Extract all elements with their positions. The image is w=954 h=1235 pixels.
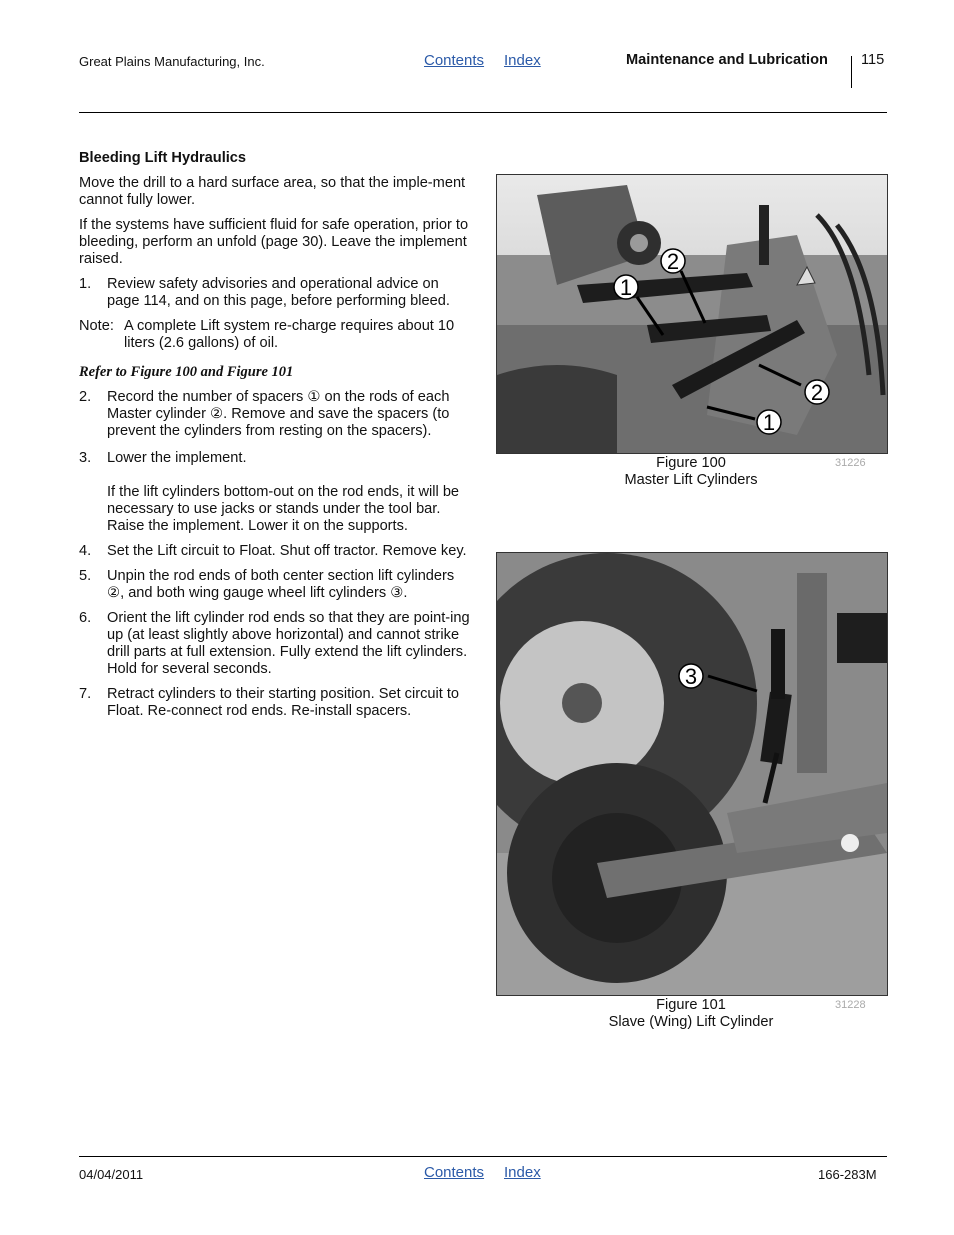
image-number: 31228: [835, 999, 866, 1011]
instructions-column: [79, 150, 471, 728]
step-number: 4.: [79, 543, 92, 559]
figure-101-caption: [560, 997, 822, 1031]
paragraph: If the systems have sufficient fluid for safe operation, prior to bleeding, perform an unfold (page 30). Leave the implement raised.: [79, 217, 469, 267]
list-item: [79, 389, 471, 440]
footer-rule: [79, 1156, 887, 1157]
list-item: [79, 686, 471, 720]
contents-link[interactable]: Contents: [424, 52, 485, 69]
callout-label: 2: [810, 380, 824, 405]
image-number: 31226: [835, 457, 866, 469]
step-number: 7.: [79, 686, 92, 702]
figure-title: Slave (Wing) Lift Cylinder: [608, 1014, 774, 1030]
step-text: Review safety advisories and operational advice on page 114, and on this page, before performing bleed.: [107, 276, 450, 309]
list-item: [79, 610, 471, 678]
step-text: Retract cylinders to their starting position. Set circuit to Float. Re-connect rod ends. Re-install spacers.: [107, 686, 460, 719]
list-item: [79, 568, 471, 602]
note: [79, 318, 471, 352]
callout-label: 1: [762, 410, 776, 435]
header-divider: [851, 56, 852, 88]
note-text: A complete Lift system re-charge requires about 10 liters (2.6 gallons) of oil.: [124, 318, 455, 351]
company-name: Great Plains Manufacturing, Inc.: [79, 54, 265, 69]
slave-cylinder-illustration: [497, 553, 887, 995]
step-subtext: If the lift cylinders bottom-out on the rod ends, it will be necessary to use jacks or stands under the tool bar. Raise the implement. Lower it on the supports.: [107, 484, 460, 534]
footer-index-link[interactable]: Index: [504, 1164, 541, 1181]
step-number: 1.: [79, 276, 92, 292]
step-number: 3.: [79, 450, 92, 466]
list-item: [79, 450, 471, 535]
index-link[interactable]: Index: [504, 52, 541, 69]
list-item: [79, 543, 471, 560]
figure-100-photo: [496, 174, 888, 454]
step-number: 2.: [79, 389, 92, 405]
section-title: Maintenance and Lubrication: [626, 52, 828, 68]
figure-reference: Refer to Figure 100 and Figure 101: [79, 364, 294, 380]
step-text: Lower the implement.: [107, 450, 247, 466]
step-number: 6.: [79, 610, 92, 626]
callout-label: 2: [666, 249, 680, 274]
footer-contents-link[interactable]: Contents: [424, 1164, 485, 1181]
figure-101-photo: [496, 552, 888, 996]
step-text: Set the Lift circuit to Float. Shut off tractor. Remove key.: [107, 543, 467, 559]
step-text: Orient the lift cylinder rod ends so that they are point-ing up (at least slightly above horizontal) and cannot strike drill parts at full extension. Fully extend the lift cylinders. Hold for several seconds.: [107, 610, 470, 677]
figure-number: Figure 101: [656, 997, 726, 1013]
note-label: Note:: [79, 318, 114, 334]
document-number: 166-283M: [818, 1167, 877, 1182]
list-item: [79, 276, 471, 310]
section-heading: Bleeding Lift Hydraulics: [79, 150, 247, 166]
master-cylinders-illustration: [497, 175, 887, 453]
callout-label: 1: [619, 275, 633, 300]
figure-number: Figure 100: [656, 455, 726, 471]
page-number: 115: [861, 52, 885, 68]
footer-date: 04/04/2011: [79, 1167, 144, 1182]
paragraph: Move the drill to a hard surface area, so that the imple-ment cannot fully lower.: [79, 175, 466, 208]
callout-label: 3: [684, 664, 698, 689]
step-text: Record the number of spacers ① on the rods of each Master cylinder ②. Remove and save the spacers (to prevent the cylinders from resting on the spacers).: [107, 389, 450, 439]
figure-100-caption: [560, 455, 822, 489]
step-number: 5.: [79, 568, 92, 584]
header-rule: [79, 112, 887, 113]
figure-title: Master Lift Cylinders: [624, 472, 758, 488]
step-text: Unpin the rod ends of both center section lift cylinders ②, and both wing gauge wheel lift cylinders ③.: [107, 568, 455, 601]
